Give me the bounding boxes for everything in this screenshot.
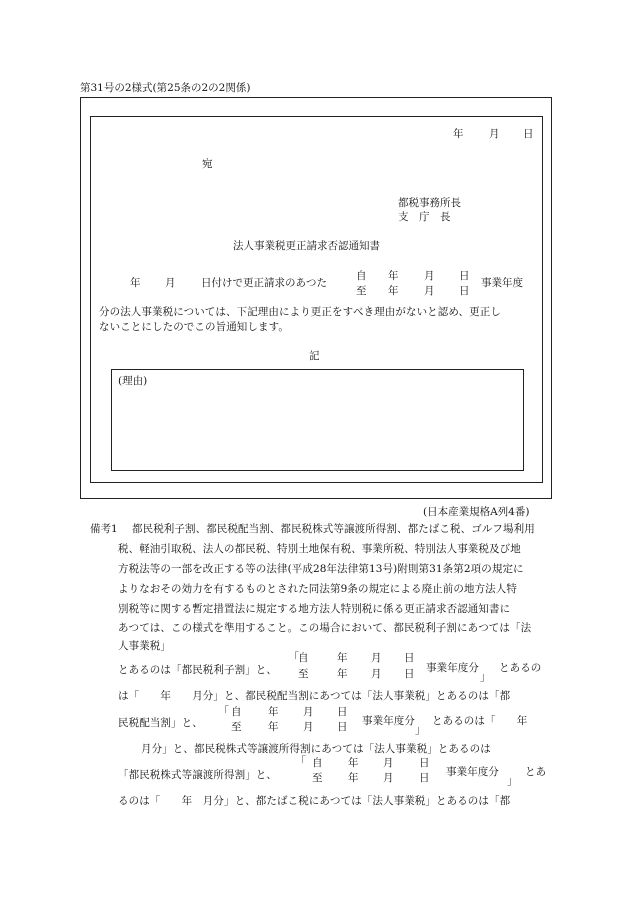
period-day-3a: 日 [419, 757, 430, 769]
remark-line-12b: 事業年度分 [446, 766, 499, 778]
period-day-2a: 日 [337, 706, 348, 718]
date-month: 月 [489, 128, 500, 140]
remark-line-8c: とあるの [499, 662, 542, 674]
period-from-year: 年 [388, 270, 399, 282]
remark-line-1: 都民税利子割、都民税配当割、都民税株式等譲渡所得割、都たばこ税、ゴルフ場利用 [132, 523, 535, 535]
sender-tax-office: 都税事務所長 [398, 197, 461, 209]
period-year-1a: 年 [337, 652, 348, 664]
remark-line-8a: とあるのは「都民税利子割」と、 [118, 664, 277, 676]
period-year-3a: 年 [348, 757, 359, 769]
remark-line-2: 税、軽油引取税、法人の都民税、特別土地保有税、事業所税、特別法人事業税及び地 [118, 543, 521, 555]
body-line-3: ないことにしたのでこの旨通知します。 [99, 321, 289, 333]
remark-line-7: 人事業税」 [118, 640, 171, 652]
from-label-2: 自 [231, 706, 242, 718]
period-month-1a: 月 [371, 652, 382, 664]
remark-line-5: 別税等に関する暫定措置法に規定する地方法人特別税に係る更正請求否認通知書に [118, 603, 511, 615]
period-month-3a: 月 [383, 757, 394, 769]
remark-label: 備考1 [90, 523, 118, 535]
bracket-close-1: 」 [480, 670, 491, 683]
remark-line-4: よりなおその効力を有するものとされた同法第9条の規定による廃止前の地方法人特 [118, 583, 517, 595]
remark-line-10c: とあるのは「 年 [432, 715, 528, 727]
period-day-1b: 日 [404, 668, 415, 680]
period-day-1a: 日 [404, 652, 415, 664]
size-note: (日本産業規格A列4番) [423, 506, 530, 518]
period-from-day: 日 [459, 270, 470, 282]
from-label-1: 自 [298, 652, 309, 664]
body-line-2: 分の法人事業税については、下記理由により更正をすべき理由がないと認め、更正し [99, 306, 501, 318]
period-month-3b: 月 [383, 772, 394, 784]
page-title: 法人事業税更正請求否認通知書 [233, 240, 380, 252]
bracket-open-2: 「 [218, 705, 229, 718]
to-label-1: 至 [298, 668, 309, 680]
reason-label: (理由) [118, 375, 148, 387]
remark-line-10b: 事業年度分 [362, 715, 415, 727]
remark-line-11: 月分」と、都民税株式等譲渡所得割にあつては「法人事業税」とあるのは [141, 743, 491, 755]
period-month-1b: 月 [371, 668, 382, 680]
remark-line-9: は「 年 月分」と、都民税配当割にあつては「法人事業税」とあるのは「都 [118, 690, 511, 702]
period-to-year: 年 [388, 285, 399, 297]
to-label-3: 至 [312, 772, 323, 784]
period-month-2a: 月 [303, 706, 314, 718]
period-to-month: 月 [424, 285, 435, 297]
reason-box [111, 369, 524, 471]
period-month-2b: 月 [303, 721, 314, 733]
from-label: 自 [356, 270, 367, 282]
bracket-close-2: 」 [415, 723, 426, 736]
period-day-2b: 日 [337, 721, 348, 733]
remark-line-10a: 民税配当割」と、 [118, 717, 203, 729]
body-date-text: 日付けで更正請求のあつた [201, 277, 327, 289]
period-year-1b: 年 [337, 668, 348, 680]
to-label: 至 [356, 285, 367, 297]
period-day-3b: 日 [419, 772, 430, 784]
remark-line-12c: とあ [525, 766, 547, 778]
sender-branch: 支 庁 長 [398, 211, 451, 223]
to-label-2: 至 [231, 721, 242, 733]
remark-line-6: あつては、この様式を準用すること。この場合において、都民税利子割にあつては「法 [118, 622, 532, 634]
period-to-day: 日 [459, 285, 470, 297]
period-from-month: 月 [424, 270, 435, 282]
date-year: 年 [453, 128, 464, 140]
body-month: 月 [165, 277, 176, 289]
addressee-suffix: 宛 [202, 158, 213, 170]
bracket-open-1: 「 [288, 651, 299, 664]
ki-label: 記 [309, 350, 320, 362]
remark-line-12a: 「都民税株式等譲渡所得割」と、 [118, 769, 277, 781]
bracket-close-3: 」 [507, 774, 518, 787]
form-number: 第31号の2様式(第25条の2の2関係) [80, 82, 251, 94]
remark-line-8b: 事業年度分 [426, 662, 479, 674]
period-year-3b: 年 [348, 772, 359, 784]
bracket-open-3: 「 [295, 755, 306, 768]
from-label-3: 自 [312, 757, 323, 769]
fiscal-year-label: 事業年度 [481, 277, 523, 289]
body-year: 年 [130, 277, 141, 289]
date-day: 日 [523, 128, 534, 140]
remark-line-13: るのは「 年 月分」と、都たばこ税にあつては「法人事業税」とあるのは「都 [118, 795, 511, 807]
period-year-2a: 年 [268, 706, 279, 718]
remark-line-3: 方税法等の一部を改正する等の法律(平成28年法律第13号)附則第31条第2項の規定に [118, 563, 524, 575]
period-year-2b: 年 [268, 721, 279, 733]
